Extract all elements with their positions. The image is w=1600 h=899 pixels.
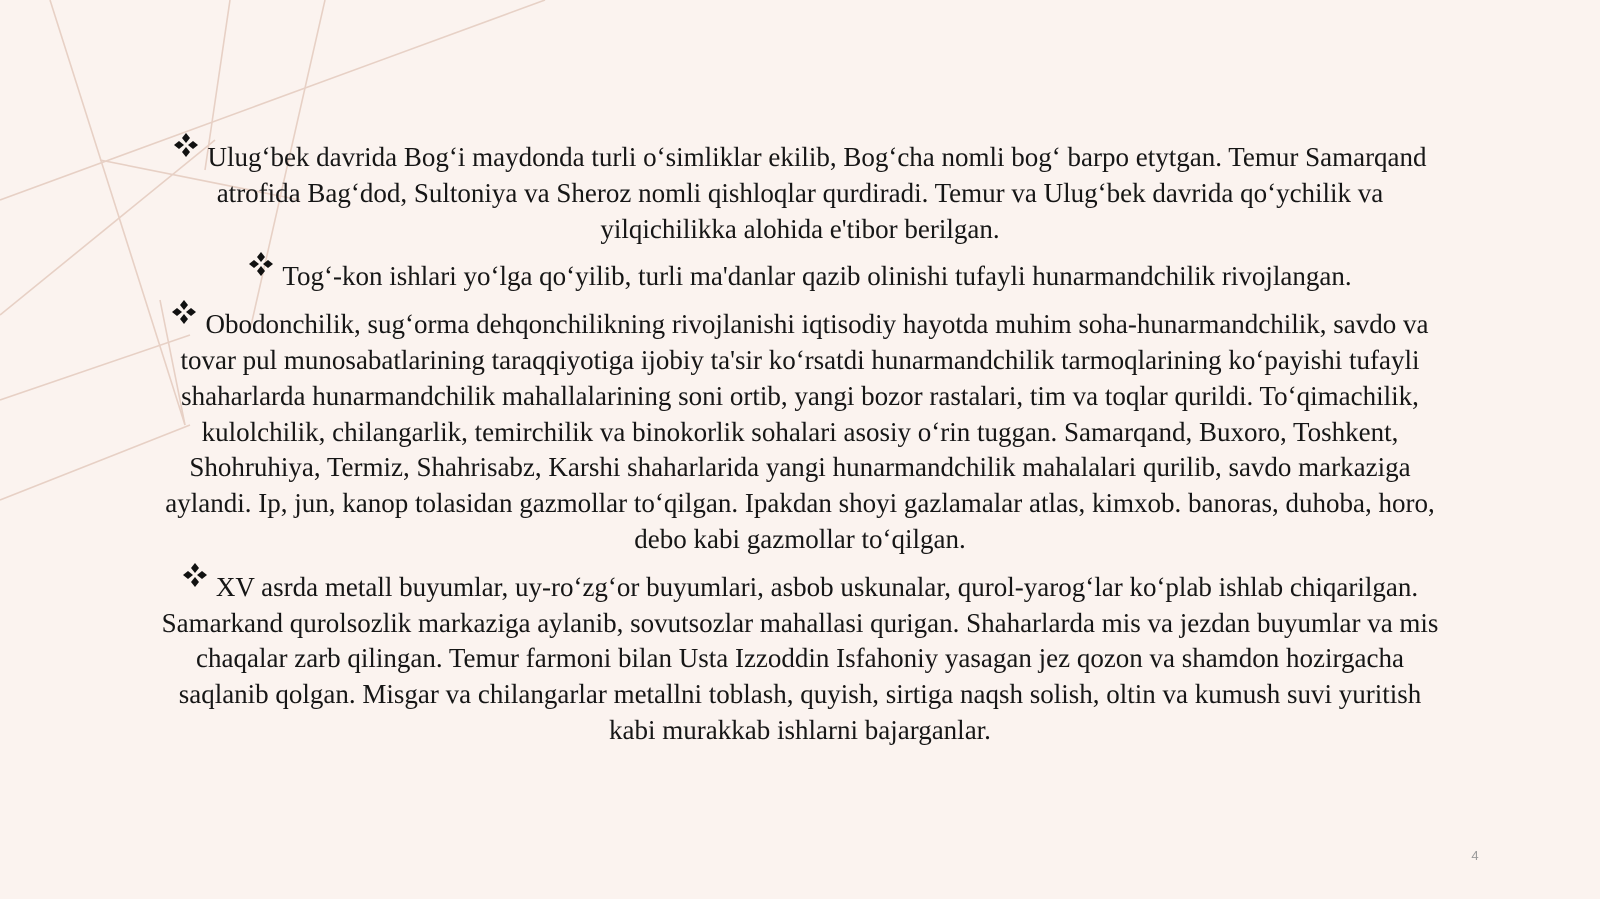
four-diamond-bullet-icon: [173, 132, 199, 158]
bullet-paragraph-1: [160, 140, 1440, 247]
four-diamond-bullet-icon: [182, 562, 208, 588]
bullet-paragraph-3: [160, 307, 1440, 558]
bullet-text-4: XV asrda metall buyumlar, uy-ro‘zg‘or buyumlari, asbob uskunalar, qurol-yarog‘lar ko‘plab ishlab chiqarilgan. Samarkand qurolsozlik markaziga aylanib, sovutsozlar mahallasi qurigan. Shaharlarda mis va jezdan buyumlar va mis chaqalar zarb qilingan. Temur farmoni bilan Usta Izzoddin Isfahoniy yasagan jez qozon va shamdon hozirgacha saqlanib qolgan. Misgar va chilangarlar metallni toblash, quyish, sirtiga naqsh solish, oltin va kumush suvi yuritish kabi murakkab ishlarni bajarganlar.: [161, 571, 1439, 745]
slide-content: [160, 140, 1440, 761]
bullet-text-1: Ulug‘bek davrida Bog‘i maydonda turli o‘simliklar ekilib, Bog‘cha nomli bog‘ barpo etytgan. Temur Samarqand atrofida Bag‘dod, Sultoniya va Sheroz nomli qishloqlar qurdiradi. Temur va Ulug‘bek davrida qo‘ychilik va yilqichilikka alohida e'tibor berilgan.: [207, 142, 1427, 244]
bullet-paragraph-2: [160, 259, 1440, 295]
bullet-paragraph-4: [160, 570, 1440, 749]
four-diamond-bullet-icon: [248, 251, 274, 277]
slide-page-number: 4: [1471, 848, 1479, 863]
bullet-text-3: Obodonchilik, sug‘orma dehqonchilikning rivojlanishi iqtisodiy hayotda muhim soha-hunarmandchilik, savdo va tovar pul munosabatlarining taraqqiyotiga ijobiy ta'sir ko‘rsatdi hunarmandchilik tarmoqlarining ko‘payishi tufayli shaharlarda hunarmandchilik mahallalarining soni ortib, yangi bozor rastalari, tim va toqlar qurildi. To‘qimachilik, kulolchilik, chilangarlik, temirchilik va binokorlik sohalari asosiy o‘rin tuggan. Samarqand, Buxoro, Toshkent, Shohruhiya, Termiz, Shahrisabz, Karshi shaharlarida yangi hunarmandchilik mahalalari qurilib, savdo markaziga aylandi. Ip, jun, kanop tolasidan gazmollar to‘qilgan. Ipakdan shoyi gazlamalar atlas, kimxob. banoras, duhoba, horo, debo kabi gazmollar to‘qilgan.: [165, 309, 1435, 554]
four-diamond-bullet-icon: [171, 299, 197, 325]
bullet-text-2: Tog‘-kon ishlari yo‘lga qo‘yilib, turli ma'danlar qazib olinishi tufayli hunarmandchilik rivojlangan.: [282, 261, 1352, 292]
